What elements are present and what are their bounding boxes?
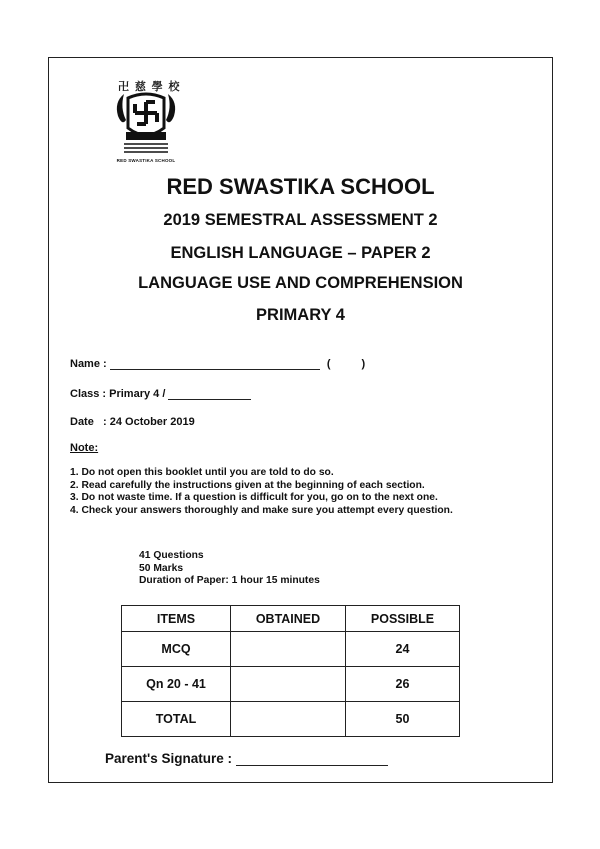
instructions-list bbox=[70, 467, 453, 517]
class-blank[interactable] bbox=[168, 388, 251, 400]
question-count: 41 Questions bbox=[139, 550, 204, 561]
header-items: ITEMS bbox=[122, 606, 231, 632]
table-row bbox=[122, 632, 460, 667]
subject-title: ENGLISH LANGUAGE – PAPER 2 bbox=[170, 244, 431, 262]
table-row bbox=[122, 702, 460, 737]
row-item: Qn 20 - 41 bbox=[122, 667, 231, 702]
name-label: Name : bbox=[70, 358, 107, 370]
logo-chinese-text: 卍 慈 學 校 bbox=[118, 80, 181, 93]
row-obtained[interactable] bbox=[231, 702, 346, 737]
instruction-item: 2. Read carefully the instructions given at the beginning of each section. bbox=[70, 479, 425, 491]
paper-info bbox=[139, 550, 320, 588]
row-item: MCQ bbox=[122, 632, 231, 667]
instruction-item: 3. Do not waste time. If a question is difficult for you, go on to the next one. bbox=[70, 492, 438, 504]
row-possible: 50 bbox=[346, 702, 460, 737]
header-possible: POSSIBLE bbox=[346, 606, 460, 632]
row-possible: 26 bbox=[346, 667, 460, 702]
index-paren-open: ( bbox=[326, 358, 331, 370]
class-label: Class : Primary 4 / bbox=[70, 388, 166, 400]
name-blank[interactable] bbox=[110, 358, 320, 370]
date-field: Date : 24 October 2019 bbox=[70, 416, 195, 428]
header-obtained: OBTAINED bbox=[231, 606, 346, 632]
instruction-item: 1. Do not open this booklet until you are told to do so. bbox=[70, 467, 334, 478]
name-field[interactable] bbox=[70, 358, 365, 370]
row-item: TOTAL bbox=[122, 702, 231, 737]
row-obtained[interactable] bbox=[231, 667, 346, 702]
row-obtained[interactable] bbox=[231, 632, 346, 667]
signature-label: Parent's Signature : bbox=[105, 751, 232, 766]
paper-duration: Duration of Paper: 1 hour 15 minutes bbox=[139, 575, 320, 587]
signature-blank[interactable] bbox=[236, 752, 388, 766]
index-paren-close: ) bbox=[361, 358, 366, 370]
row-possible: 24 bbox=[346, 632, 460, 667]
parent-signature-field[interactable] bbox=[105, 751, 388, 766]
logo-caption: RED SWASTIKA SCHOOL bbox=[116, 158, 176, 163]
table-header-row bbox=[122, 606, 460, 632]
level-title: PRIMARY 4 bbox=[256, 306, 345, 324]
class-field[interactable] bbox=[70, 388, 251, 400]
assessment-title: 2019 SEMESTRAL ASSESSMENT 2 bbox=[163, 211, 438, 229]
table-row bbox=[122, 667, 460, 702]
note-heading: Note: bbox=[70, 442, 99, 454]
total-marks: 50 Marks bbox=[139, 562, 184, 574]
marks-table bbox=[121, 605, 460, 737]
component-title: LANGUAGE USE AND COMPREHENSION bbox=[138, 274, 463, 292]
school-name: RED SWASTIKA SCHOOL bbox=[166, 174, 435, 199]
school-logo bbox=[110, 76, 182, 168]
instruction-item: 4. Check your answers thoroughly and make sure you attempt every question. bbox=[70, 504, 453, 516]
